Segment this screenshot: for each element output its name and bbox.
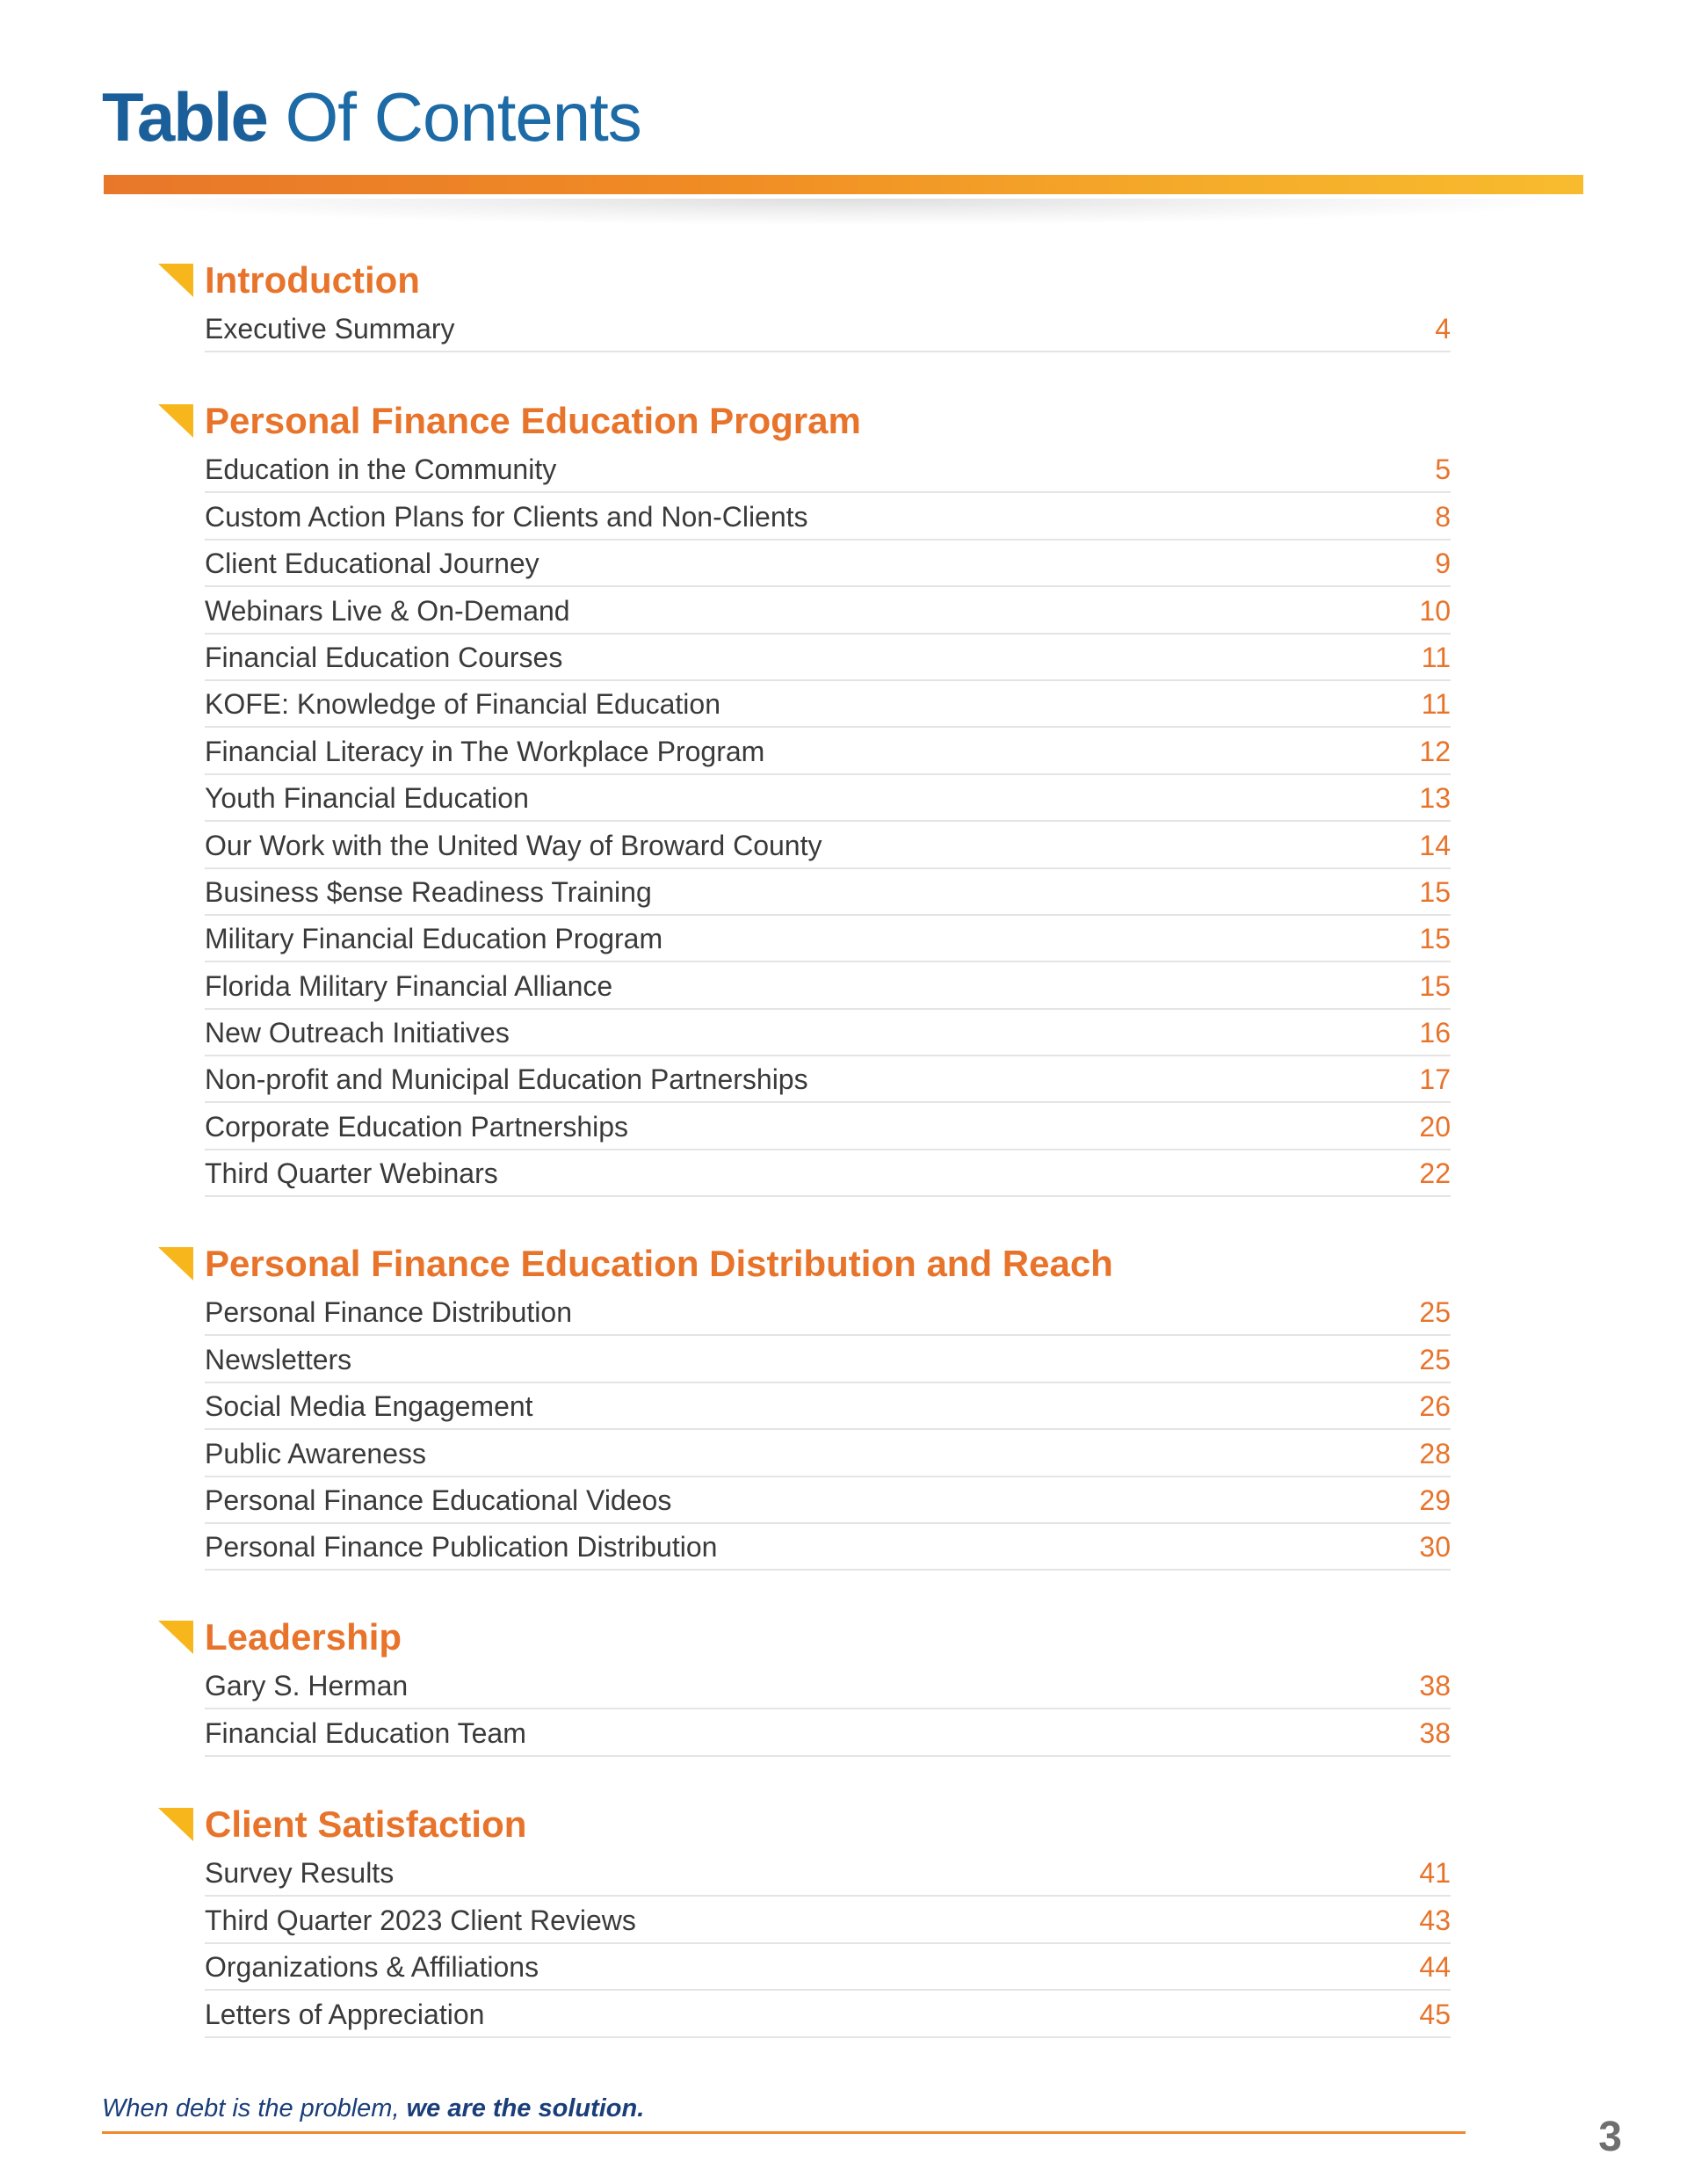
toc-entry[interactable] [205,1150,1451,1197]
toc-entry-page: 28 [1419,1437,1451,1469]
toc-entry-page: 11 [1421,688,1451,721]
toc-entry-page: 5 [1435,453,1451,486]
section-marker-icon [158,1621,193,1654]
section-title: Client Satisfaction [205,1803,527,1845]
section-marker-icon [158,404,193,438]
toc-entry-label: Third Quarter Webinars [205,1157,498,1190]
toc-entry-page: 22 [1419,1157,1451,1190]
toc-section-leadership [0,1615,1687,1757]
toc-entry[interactable] [205,728,1451,774]
section-title: Personal Finance Education Program [205,400,861,441]
section-header [0,258,1687,302]
section-entries [0,1289,1687,1571]
toc-entry-label: Organizations & Affiliations [205,1951,539,1984]
toc-section-distribution-and-reach [0,1242,1687,1571]
toc-entry[interactable] [205,1850,1451,1897]
footer-tagline [102,2093,644,2124]
page-title-rest: Of Contents [266,78,641,156]
section-marker-icon [158,264,193,297]
toc-entry-page: 12 [1419,735,1451,767]
toc-entry-page: 15 [1419,875,1451,908]
toc-entry-page: 4 [1435,313,1451,345]
toc-entry[interactable] [205,681,1451,728]
toc-entry[interactable] [205,306,1451,352]
toc-entry-label: Third Quarter 2023 Client Reviews [205,1904,636,1936]
toc-entry-label: Survey Results [205,1857,395,1890]
page-title-bold: Table [102,78,267,156]
section-entries [0,1850,1687,2038]
toc-entry[interactable] [205,1897,1451,1943]
toc-entry[interactable] [205,1289,1451,1336]
toc-entry[interactable] [205,1944,1451,1991]
toc-entry-label: Newsletters [205,1343,352,1375]
toc-entry[interactable] [205,775,1451,822]
toc-entry-page: 15 [1419,923,1451,955]
section-header [0,1242,1687,1286]
toc-entry[interactable] [205,1709,1451,1756]
toc-section-introduction [0,258,1687,352]
toc-entry[interactable] [205,1663,1451,1709]
toc-entry[interactable] [205,446,1451,493]
title-gradient-bar [104,175,1583,194]
toc-entry-label: Business $ense Readiness Training [205,875,652,908]
toc-entry[interactable] [205,541,1451,587]
toc-entry[interactable] [205,1477,1451,1524]
toc-entry-page: 10 [1419,594,1451,627]
toc-section-client-satisfaction [0,1803,1687,2038]
toc-entry-label: Public Awareness [205,1437,426,1469]
toc-entry[interactable] [205,1991,1451,2037]
section-title: Leadership [205,1616,402,1658]
toc-entry[interactable] [205,1103,1451,1150]
section-header [0,1803,1687,1847]
toc-entry-page: 13 [1419,782,1451,815]
toc-entry-label: Corporate Education Partnerships [205,1110,629,1143]
toc-entry-label: Financial Education Courses [205,641,563,673]
toc-entry-page: 44 [1419,1951,1451,1984]
section-entries [0,446,1687,1197]
toc-entry[interactable] [205,587,1451,634]
page-number: 3 [1598,2114,1622,2160]
section-title: Personal Finance Education Distribution and Reach [205,1243,1113,1284]
toc-entry[interactable] [205,869,1451,916]
toc-entry-page: 15 [1419,969,1451,1002]
toc-entry[interactable] [205,916,1451,962]
toc-entry-label: Our Work with the United Way of Broward County [205,829,822,861]
toc-entry[interactable] [205,962,1451,1009]
toc-entry-label: Client Educational Journey [205,548,539,580]
toc-entry-label: New Outreach Initiatives [205,1017,510,1049]
toc-entry-label: Webinars Live & On-Demand [205,594,570,627]
toc-entry-page: 45 [1419,1998,1451,2030]
toc-entry-page: 17 [1419,1063,1451,1096]
toc-entry-page: 11 [1421,641,1451,673]
toc-entry-page: 25 [1419,1343,1451,1375]
footer-tagline-bold: we are the solution. [406,2094,645,2122]
toc-entry-label: Military Financial Education Program [205,923,663,955]
toc-entry[interactable] [205,493,1451,540]
toc-entry-label: Youth Financial Education [205,782,529,815]
toc-entry-page: 20 [1419,1110,1451,1143]
toc-entry-label: Financial Literacy in The Workplace Program [205,735,765,767]
footer-rule [102,2131,1466,2134]
toc-entry-page: 38 [1419,1716,1451,1749]
toc-entry-label: KOFE: Knowledge of Financial Education [205,688,720,721]
toc-entry[interactable] [205,1524,1451,1571]
toc-entry-label: Letters of Appreciation [205,1998,485,2030]
toc-entry-label: Gary S. Herman [205,1670,409,1702]
toc-entry-label: Education in the Community [205,453,557,486]
toc-entry[interactable] [205,1336,1451,1382]
toc-entry[interactable] [205,1430,1451,1477]
section-header [0,1615,1687,1659]
toc-entry-page: 26 [1419,1390,1451,1423]
footer-tagline-regular: When debt is the problem, [102,2094,407,2122]
section-entries [0,1663,1687,1757]
title-bar-shadow [114,199,1573,225]
page-title [102,77,641,156]
toc-entry-page: 38 [1419,1670,1451,1702]
toc-entry[interactable] [205,1383,1451,1430]
toc-entry-page: 25 [1419,1296,1451,1329]
toc-entry-label: Florida Military Financial Alliance [205,969,613,1002]
toc-entry-label: Non-profit and Municipal Education Partnerships [205,1063,808,1096]
toc-entry-label: Social Media Engagement [205,1390,533,1423]
toc-entry-label: Personal Finance Publication Distribution [205,1531,718,1564]
toc-entry-label: Financial Education Team [205,1716,526,1749]
toc-section-personal-finance-education-program [0,399,1687,1197]
toc-entry-page: 30 [1419,1531,1451,1564]
toc-entry-label: Custom Action Plans for Clients and Non-Clients [205,500,808,533]
section-entries [0,306,1687,352]
toc-entry-page: 41 [1419,1857,1451,1890]
toc-entry-page: 43 [1419,1904,1451,1936]
toc-entry-page: 8 [1435,500,1451,533]
toc-entry-label: Personal Finance Distribution [205,1296,572,1329]
toc-entry[interactable] [205,822,1451,868]
section-marker-icon [158,1808,193,1841]
toc-entry[interactable] [205,635,1451,681]
toc-entry[interactable] [205,1010,1451,1056]
toc-entry-label: Executive Summary [205,313,455,345]
toc-entry-label: Personal Finance Educational Videos [205,1484,672,1516]
toc-entry-page: 29 [1419,1484,1451,1516]
toc-entry-page: 16 [1419,1017,1451,1049]
toc-entry-page: 9 [1435,548,1451,580]
section-marker-icon [158,1247,193,1281]
section-title: Introduction [205,259,420,301]
section-header [0,399,1687,443]
toc-entry-page: 14 [1419,829,1451,861]
toc-entry[interactable] [205,1056,1451,1103]
